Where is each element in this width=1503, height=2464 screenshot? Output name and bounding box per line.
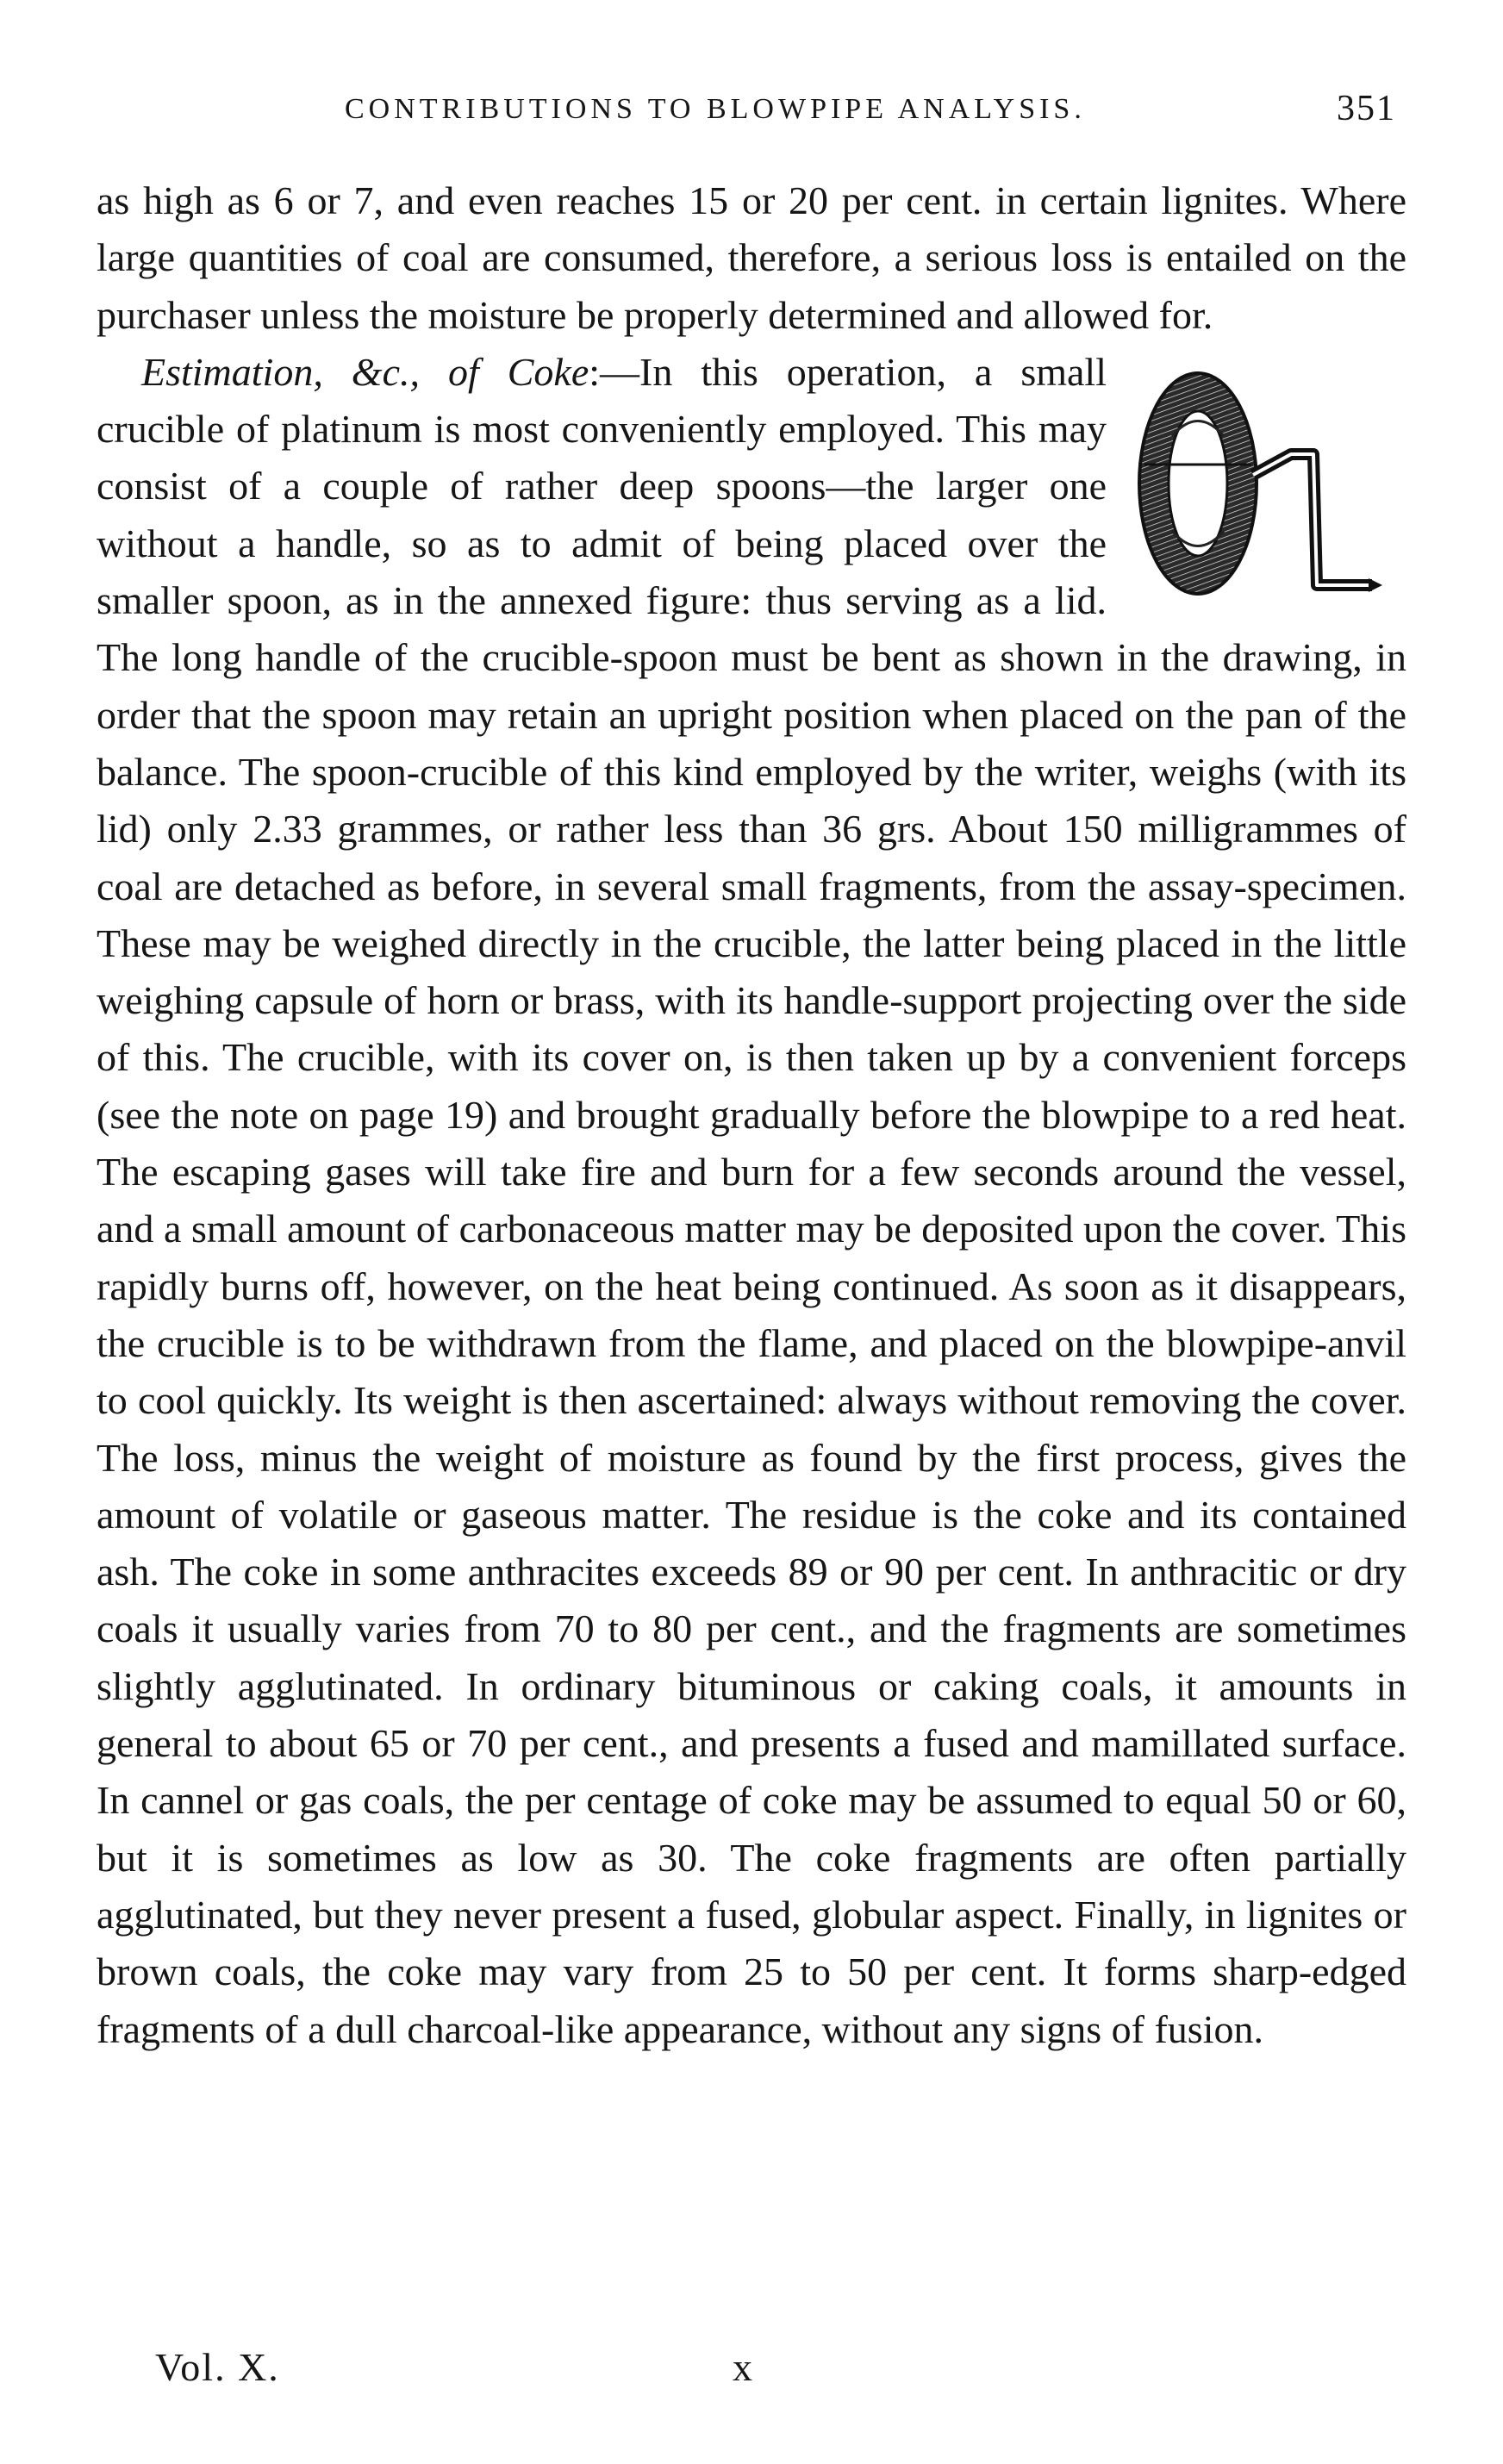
- running-head: CONTRIBUTIONS TO BLOWPIPE ANALYSIS.: [345, 93, 1086, 125]
- page-number: 351: [1337, 89, 1396, 128]
- body-text: [97, 172, 1406, 2058]
- crucible-spoon-icon: [1122, 354, 1406, 613]
- page-footer: [155, 2344, 931, 2396]
- volume-mark: Vol. X.: [155, 2345, 280, 2389]
- crucible-spoon-figure: [1122, 354, 1406, 613]
- signature-mark: x: [733, 2345, 752, 2389]
- paragraph-coke-estimation: [97, 344, 1406, 2058]
- page-header: [345, 89, 1396, 145]
- section-lead: Estimation, &c., of Coke: [141, 349, 589, 394]
- paragraph-moisture: as high as 6 or 7, and even reaches 15 or 20 per cent. in certain lignites. Where large quantities of coal are consumed, therefore, a serious loss is entailed on the purchaser unless the moisture be properly determined and allowed for.: [97, 178, 1406, 337]
- section-text: :—In this operation, a small crucible of platinum is most conveniently employed. This may consist of a couple of rather deep spoons—the larger one without a handle, so as to admit of being placed over the smaller spoon, as in the annexed figure: thus serving as a lid. The long handle of the crucible-spoon must be bent as shown in the drawing, in order that the spoon may retain an upright position when placed on the pan of the balance. The spoon-crucible of this kind employed by the writer, weighs (with its lid) only 2.33 grammes, or rather less than 36 grs. About 150 milligrammes of coal are detached as before, in several small fragments, from the assay-specimen. These may be weighed directly in the crucible, the latter being placed in the little weighing capsule of horn or brass, with its handle-support projecting over the side of this. The crucible, with its cover on, is then taken up by a convenient forceps (see the note on page 19) and brought gradually before the blowpipe to a red heat. The escaping gases will take fire and burn for a few seconds around the vessel, and a small amount of carbonaceous matter may be deposited upon the cover. This rapidly burns off, however, on the heat being continued. As soon as it disappears, the crucible is to be withdrawn from the flame, and placed on the blowpipe-anvil to cool quickly. Its weight is then ascertained: always without removing the cover. The loss, minus the weight of moisture as found by the first process, gives the amount of volatile or gaseous matter. The residue is the coke and its contained ash. The coke in some anthracites exceeds 89 or 90 per cent. In anthracitic or dry coals it usually varies from 70 to 80 per cent., and the fragments are sometimes slightly agglutinated. In ordinary bituminous or caking coals, it amounts in general to about 65 or 70 per cent., and presents a fused and mamillated surface. In cannel or gas coals, the per centage of coke may be assumed to equal 50 or 60, but it is sometimes as low as 30. The coke fragments are often partially agglutinated, but they never present a fused, globular aspect. Finally, in lignites or brown coals, the coke may vary from 25 to 50 per cent. It forms sharp-edged fragments of a dull charcoal-like appearance, without any signs of fusion.: [97, 349, 1406, 2051]
